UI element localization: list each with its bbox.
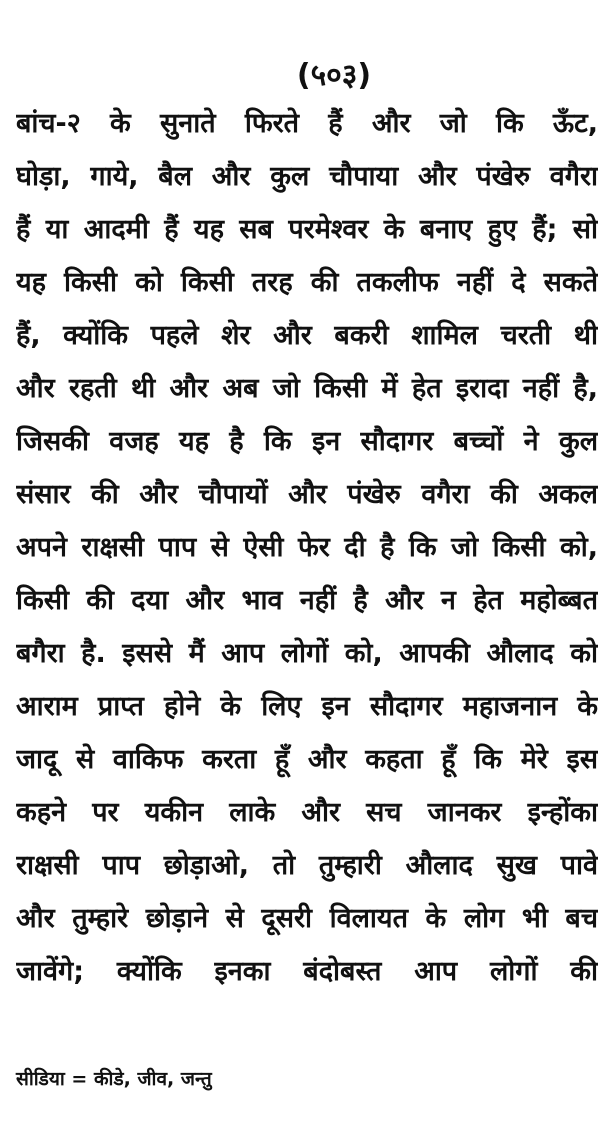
text-line: घोड़ा, गाये, बैल और कुल चौपाया और पंखेरु वगैरा bbox=[16, 161, 598, 192]
page-number: (५०३) bbox=[296, 58, 372, 93]
text-line: जावेंगे; क्योंकि इनका बंदोबस्त आप लोगों की bbox=[16, 956, 598, 987]
text-line: हैं या आदमी हैं यह सब परमेश्वर के बनाए हुए हैं; सो bbox=[16, 214, 598, 245]
text-line: जादू से वाकिफ करता हूँ और कहता हूँ कि मेरे इस bbox=[16, 744, 598, 775]
text-line: और तुम्हारे छोड़ाने से दूसरी विलायत के लोग भी बच bbox=[16, 903, 598, 934]
text-line: कहने पर यकीन लाके और सच जानकर इन्होंका bbox=[16, 797, 598, 828]
footnote: सीडिया = कीडे, जीव, जन्तु bbox=[16, 1068, 212, 1090]
text-line: यह किसी को किसी तरह की तकलीफ नहीं दे सकते bbox=[16, 267, 598, 298]
text-line: बांच-२ के सुनाते फिरते हैं और जो कि ऊँट, bbox=[16, 108, 598, 139]
text-line: संसार की और चौपायों और पंखेरु वगैरा की अकल bbox=[16, 479, 598, 510]
text-line: किसी की दया और भाव नहीं है और न हेत महोब्बत bbox=[16, 585, 598, 616]
text-line: अपने राक्षसी पाप से ऐसी फेर दी है कि जो किसी को, bbox=[16, 532, 598, 563]
text-line: बगैरा है. इससे मैं आप लोगों को, आपकी औलाद को bbox=[16, 638, 598, 669]
text-line: हैं, क्योंकि पहले शेर और बकरी शामिल चरती थी bbox=[16, 320, 598, 351]
text-line: जिसकी वजह यह है कि इन सौदागर बच्चों ने कुल bbox=[16, 426, 598, 457]
text-line: और रहती थी और अब जो किसी में हेत इरादा नहीं है, bbox=[16, 373, 598, 404]
text-line: राक्षसी पाप छोड़ाओ, तो तुम्हारी औलाद सुख पावे bbox=[16, 850, 598, 881]
text-line: आराम प्राप्त होने के लिए इन सौदागर महाजनान के bbox=[16, 691, 598, 722]
